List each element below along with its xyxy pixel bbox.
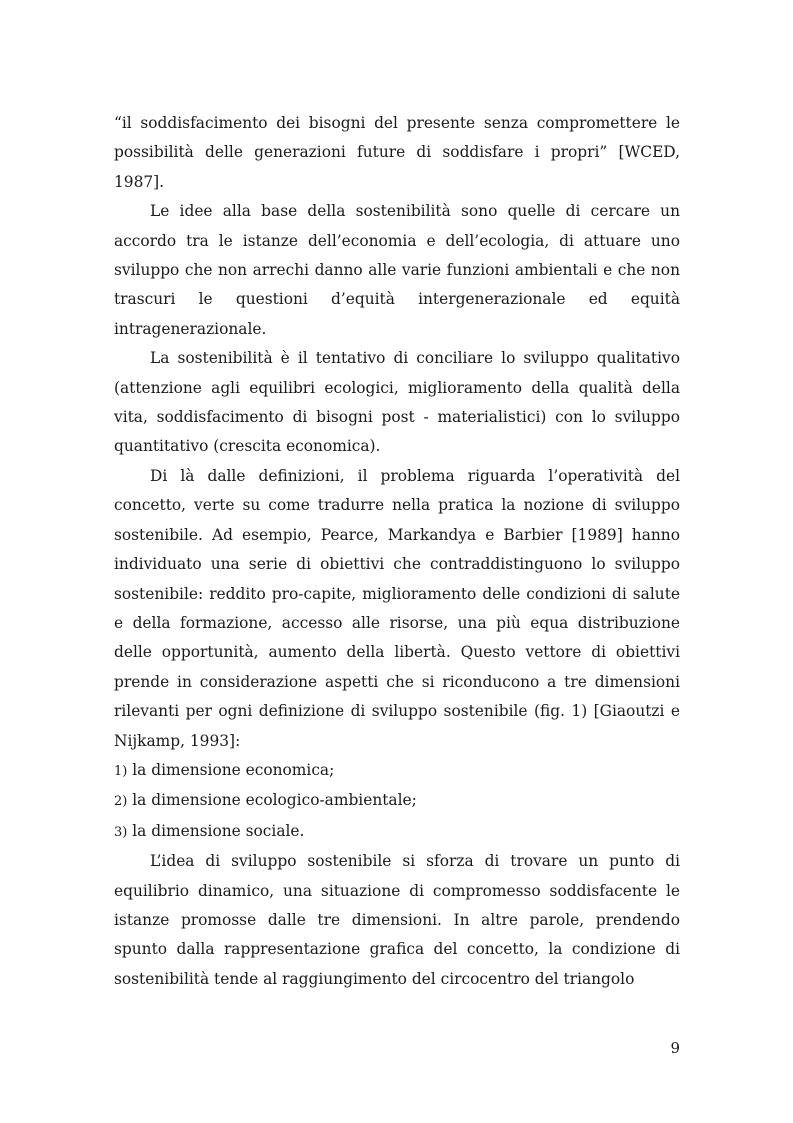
paragraph-quote-continuation: “il soddisfacimento dei bisogni del presente senza compromettere le possibilità delle generazioni future di soddisfare i propri” [WCED, 1987]. (114, 114, 680, 191)
list-item-text: la dimensione ecologico-ambientale; (132, 791, 417, 810)
list-item-number: 1) (114, 763, 128, 779)
list-item (114, 817, 680, 847)
list-item-text: la dimensione sociale. (132, 821, 305, 840)
list-item-number: 3) (114, 824, 128, 840)
paragraph-dynamic-equilibrium: L’idea di sviluppo sostenibile si sforza di trovare un punto di equilibrio dinamico, una situazione di compromesso soddisfacente le istanze promosse dalle tre dimensioni. In altre parole, prendendo spunto dalla rappresentazione grafica del concetto, la condizione di sostenibilità tende al raggiungimento del circocentro del triangolo (114, 852, 680, 988)
list-item-text: la dimensione economica; (132, 760, 335, 779)
paragraph-sustainability-ideas: Le idee alla base della sostenibilità sono quelle di cercare un accordo tra le istanze dell’economia e dell’ecologia, di attuare uno sviluppo che non arrechi danno alle varie funzioni ambientali e che non trascuri le questioni d’equità intergenerazionale ed equità intragenerazionale. (114, 202, 680, 338)
paragraph-operativity: Di là dalle definizioni, il problema riguarda l’operatività del concetto, verte su come tradurre nella pratica la nozione di sviluppo sostenibile. Ad esempio, Pearce, Markandya e Barbier [1989] hanno individuato una serie di obiettivi che contraddistinguono lo sviluppo sostenibile: reddito pro-capite, miglioramento delle condizioni di salute e della formazione, accesso alle risorse, una più equa distribuzione delle opportunità, aumento della libertà. Questo vettore di obiettivi prende in considerazione aspetti che si riconducono a tre dimensioni rilevanti per ogni definizione di sviluppo sostenibile (fig. 1) [Giaoutzi e Nijkamp, 1993]: (114, 466, 680, 750)
paragraph-qualitative-quantitative: La sostenibilità è il tentativo di conciliare lo sviluppo qualitativo (attenzione agli equilibri ecologici, miglioramento della qualità della vita, soddisfacimento di bisogni post - materialistici) con lo sviluppo quantitativo (crescita economica). (114, 349, 680, 456)
list-item-number: 2) (114, 794, 128, 810)
body-text (114, 109, 680, 994)
list-item (114, 756, 680, 786)
page-number: 9 (670, 1039, 680, 1057)
list-item (114, 786, 680, 816)
